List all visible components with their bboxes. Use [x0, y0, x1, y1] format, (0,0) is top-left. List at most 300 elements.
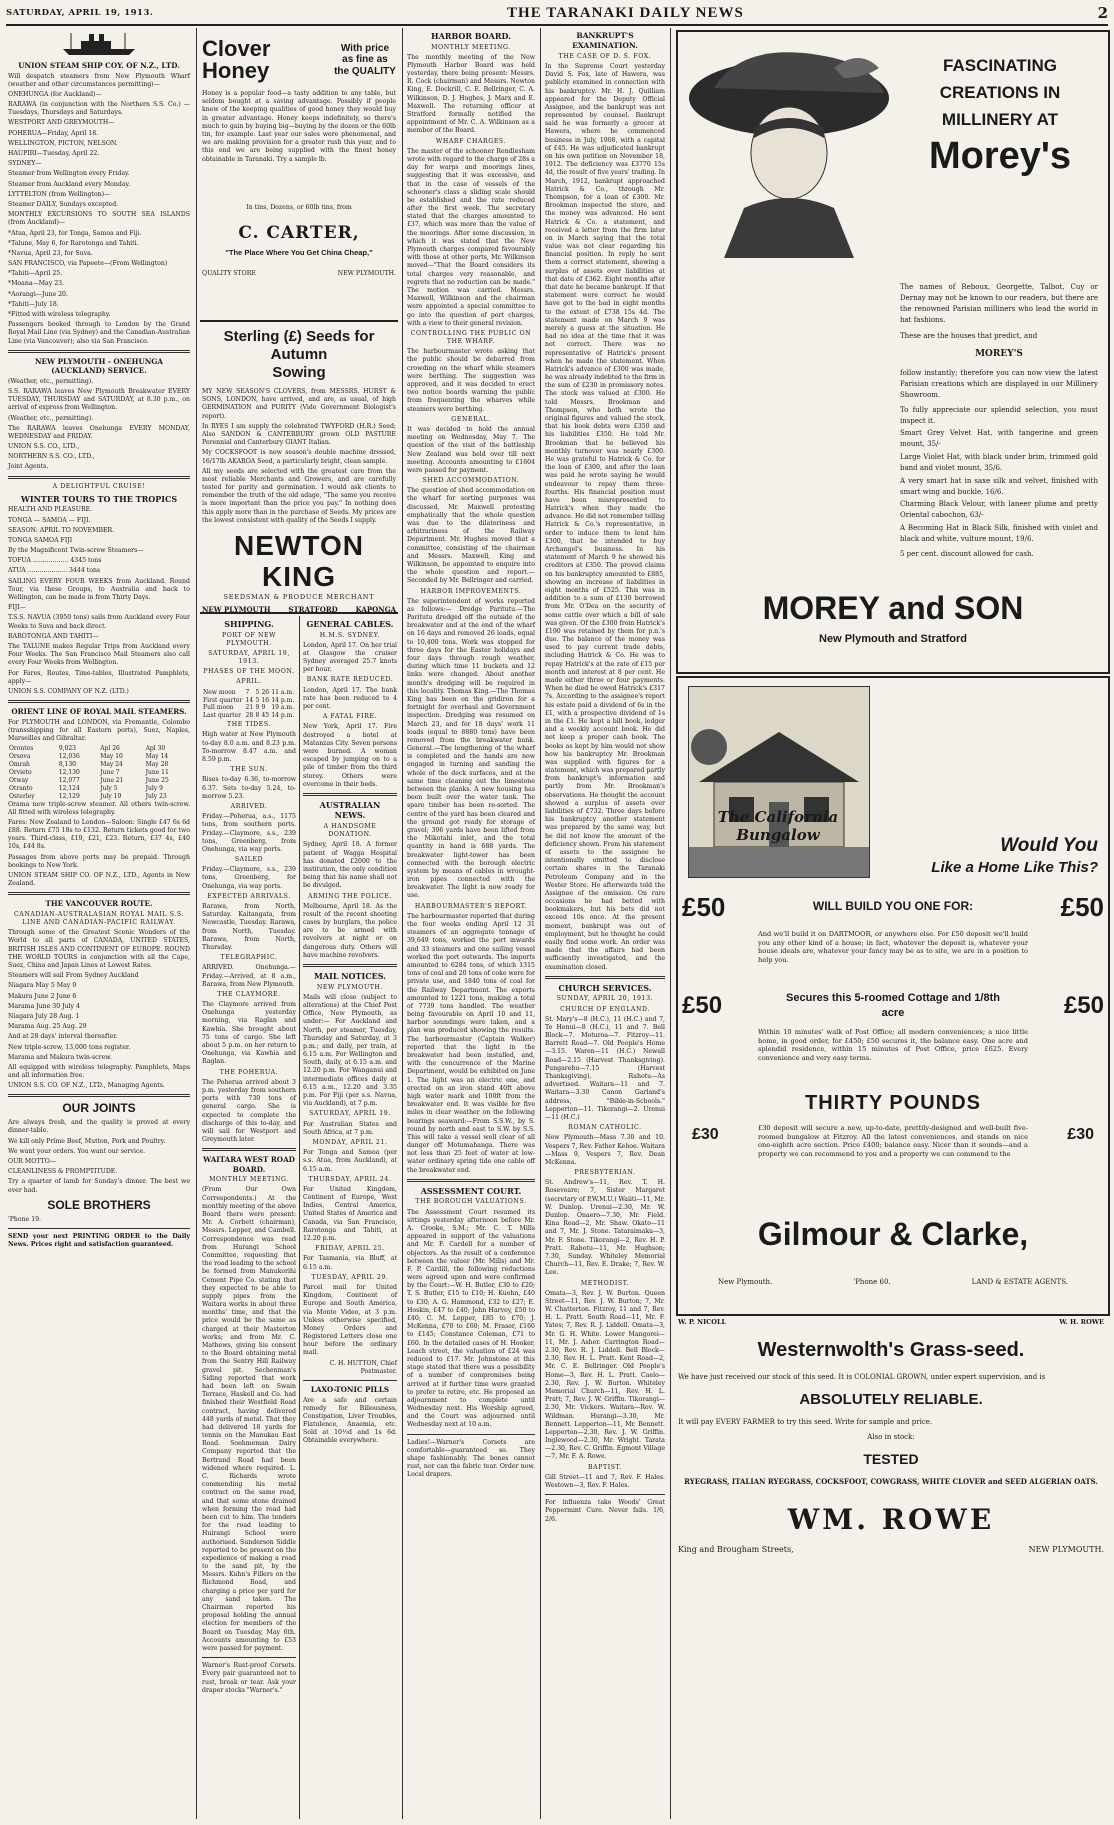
winter-line: T.S.S. NAVUA (3950 tons) sails from Auckland every Four Weeks to Suva and back direct. [8, 614, 190, 630]
vancouver-line: UNION S.S. CO. OF N.Z., LTD., Managing Agents. [8, 1082, 165, 1090]
usc-line: SYDNEY— [8, 160, 42, 168]
phase-row-cell: 9 [261, 704, 266, 712]
orient-line: Passages from above ports may be prepaid. Through bookings to New York. [8, 853, 190, 869]
moon-phases-table [202, 689, 296, 721]
build-body: And we'll build it on DARTMOOR, or anywhere else. For £50 deposit we'll build you any other kind of a house; in fact, whatever the deposit is, whatever your house ideals are, whatever your fancy may be as to site, we are in a position to help you. [758, 930, 1028, 965]
claymore-title: THE CLAYMORE. [217, 990, 281, 998]
cables-list [303, 632, 397, 789]
orient-line: UNION STEAM SHIP CO. OF N.Z., LTD., Agents in New Zealand. [8, 872, 190, 888]
orient-row [8, 785, 190, 793]
orient-row-cell: July 19 [100, 792, 122, 800]
church-section-text: St. Andrew's—11, Rev. T. H. Roseveare; 7, Sister Margaret (secretary of P.W.M.U.) Waiiti—11, Mr. W. Dunlop. Urenui—2.30, Mr. W. Dunlop. Onaero—7.30, Mr. Field. Kina Road—2, Mr. Shaw. Okato—11 and 7, Mr. J. Stone. Tataraimaka—3, Mr. F. Stone. Tikorangi—2, Rev. H. P. Pratt. Rahotu—11, Mr. Hughson; 7.30, Sunday. Whiteley Memorial Church—11, Rev. E. Drake; 7, Rev. W. Lee. [545, 1179, 665, 1277]
seedsman: SEEDSMAN & PRODUCE MERCHANT [223, 592, 375, 601]
phase-row-cell: New moon [203, 688, 236, 696]
arrived-text: Friday.—Poherua, a.s., 1175 tons, from southern ports. Friday.—Claymore, s.s., 239 tons, Greenberg, from Onehunga, via way ports. [202, 813, 296, 853]
clover-honey-ad [202, 30, 396, 316]
cable-text: London, April 17. The bank rate has been reduced to 4 per cent. [303, 686, 397, 711]
aus-news-heading: A HANDSOME DONATION. [323, 823, 377, 839]
mail-title: MAIL NOTICES. [314, 971, 386, 982]
newton-king-seeds-ad [202, 326, 396, 615]
carter-store: QUALITY STORE [202, 270, 256, 278]
phase-row-cell: 45 [261, 712, 270, 720]
westernwolth-reliable: ABSOLUTELY RELIABLE. [799, 1391, 983, 1409]
harbor-section-heading: GENERAL. [451, 415, 491, 423]
tides-text: High water at New Plymouth to-day 8.0 a.m. and 8.23 p.m. To-morrow 8.47 a.m. and 8.59 p.m. [202, 731, 296, 764]
orient-row-cell: 12,130 [58, 768, 80, 776]
harbor-section-heading: HARBOR IMPROVEMENTS. [420, 587, 522, 595]
harbor-title: HARBOR BOARD. [431, 31, 511, 41]
vancouver-line: Niagara May 5 May 9 [8, 982, 77, 990]
phases-title: PHASES OF THE MOON. [203, 668, 295, 676]
usc-line: *Talune, May 6, for Rarotonga and Tahiti. [8, 239, 139, 247]
steamship-icon [8, 30, 190, 58]
shipping-ads-column [8, 28, 190, 1819]
divider [200, 320, 398, 322]
telegraphic-title: TELEGRAPHIC. [220, 954, 278, 962]
phase-row-cell: 21 [245, 704, 254, 712]
harbor-section-text: The superintendent of works reported as follows:— Dredge Paritutu.—The Paritutu dredged off the outside of the breakwater and at the end of the wharf on 16 days and removed 26 loads, equal to 10,400 tons. Work was stopped for three days for the Easter holidays and four days through rough weather, during which time 11 buckets and 12 links were changed. About another month's dredging will be required in this locality. Thomas King.—The Thomas King has been on the gridiron for a fortnight for overhaul and Government inspection. Dredging was resumed on March 23, and for 18 days' work 11 loads (equal to 8880 tons) have been removed from the breakwater bank. General.—The lengthening of the wharf is completed and the hands are now engaged in turning and sanding the whole of the deck surfaces, and at the same time cleaning out the limestone between the planks. A new housing has been built over the water tank. The spare timber has been re-sorted. The centre of the yard has been cleared and the ground got ready for storage of gravel; 396 yards have been lifted from the Mikotahi inlet, and the total quantity in hand is 688 yards. The breakwater light-tower has been connected with the borough electric system by means of cables in wrought-iron pipes connected with the breakwater. The light is now ready for use. [407, 597, 535, 900]
divider [545, 976, 665, 979]
woods-ad: For influenza take Woods' Great Peppermint Cure. Never fails. 1/6, 2/6. [545, 1499, 665, 1523]
carter-name: C. CARTER, [238, 222, 360, 243]
phase-row-cell: First quarter [203, 696, 243, 704]
orient-row-cell: 12,077 [58, 776, 80, 784]
harbor-section-text: The monthly meeting of the New Plymouth Harbor Board was held yesterday, there being present: Messrs. R. Cock (chairman) and Messrs. Newton King, E. Dockrill, C. E. Bellringer, C. A. Wilkinson, D. J. Hughes, J. Marx and E. Maxwell. The returning officer at Stratford formally notified the appointment of Mr. C. A. Wilkinson as a member of the Board. [407, 53, 535, 135]
usc-line: *Tahiti—July 18. [8, 300, 59, 308]
fifty-right: £50 [1060, 892, 1104, 922]
orient-row [8, 777, 190, 785]
usc-line: POHERUA—Friday, April 18. [8, 129, 99, 137]
claymore-text: The Claymore arrived from Onehunga yesterday morning, via Raglan and Kawhia. She brought about 75 tons of cargo. She left about 5 p.m. on her return to Onehunga, via Kawhia and Raglan. [202, 1001, 296, 1066]
phase-row-cell: 7 [245, 688, 250, 696]
harbor-board-column [407, 28, 535, 1819]
divider [545, 1494, 665, 1495]
shipping-title: SHIPPING. [224, 619, 274, 629]
gilmour-footer [718, 1278, 1068, 1287]
winter-tours-title: WINTER TOURS TO THE TROPICS [20, 493, 178, 504]
fifty-right-2: £50 [1063, 992, 1104, 1019]
usc-line: Will despatch steamers from New Plymouth Wharf (weather and other circumstances permitting)— [8, 72, 190, 88]
divider [202, 1657, 296, 1658]
orient-intro: For PLYMOUTH and LONDON, via Fremantle, Colombo (transshipping for all Eastern ports), Suez, Naples, Marseilles and Gibraltar. [8, 718, 190, 742]
aus-news-heading: ARMING THE POLICE. [307, 892, 393, 900]
newton-king: NEWTON KING [234, 530, 364, 592]
church-section-heading: BAPTIST. [588, 1463, 622, 1471]
mail-day-heading: FRIDAY, APRIL 25. [315, 1245, 385, 1253]
secures-body: Within 10 minutes' walk of Post Office; all modern conveniences; a nice little home, in good order, for £450; £50 secures it, the balance easy. One acre and splendid residence, within 15 minutes of Post Office, price £625. Every convenience and very easy terms. [758, 1028, 1028, 1063]
mail-day-heading: MONDAY, APRIL 21. [312, 1138, 388, 1146]
bungalow-illustration [688, 686, 870, 878]
newspaper-title: THE TARANAKI DAILY NEWS [507, 5, 744, 22]
winter-line: ATUA .................... 3444 tons [8, 567, 101, 575]
harbor-section-heading: SHED ACCOMMODATION. [422, 477, 520, 485]
orient-row-cell: Otranto [9, 784, 33, 792]
moreys-hat-item: Charming Black Velour, with laneer plume and pretty Oriental cabochon, 63/- [900, 500, 1098, 520]
usc-line: LYTTELTON (from Wellington)— [8, 190, 111, 198]
bankrupt-title: BANKRUPT'S EXAMINATION. [572, 31, 638, 50]
onehunga-line: NORTHERN S.S. CO., LTD., [8, 453, 95, 461]
orient-notes [8, 801, 190, 889]
morey-and-son: MOREY and SON [762, 590, 1024, 626]
joints-line: We kill only Prime Beef, Mutton, Pork and Poultry. [8, 1137, 166, 1145]
orient-row-cell: Orsova [9, 753, 31, 761]
clover-title: Clover Honey [202, 36, 271, 83]
cable-text: London, April 17. On her trial at Glasgow the cruiser Sydney averaged 25.7 knots per hour. [303, 641, 397, 674]
winter-line: TONGA — SAMOA — FIJI. [8, 516, 91, 524]
lady-hat-illustration [684, 38, 894, 258]
clover-body: Honey is a popular food—a tasty addition to any table, but seldom bought at a saving advantage. Possibly if people knew of the keeping qualities of good honey they would buy in greater advantage. Honey keeps indefinitely, so there's much to gain by buying big—buying by the dozen or the 60lb tin, for example. Last year our sales were phenomenal, and we are making provision for a greater rush this year, and to this end we are being supplied with the finest honey obtainable in Taranaki. Try a sample lb. [202, 90, 396, 163]
seeds-p1: MY NEW SEASON'S CLOVERS, from MESSRS. HURST & SONS, LONDON, have arrived, and are, as usual, of high GERMINATION and PURITY (Vide Government Biologist's report). [202, 388, 396, 420]
westernwolth-also: Also in stock: [867, 1433, 915, 1442]
cables-title: GENERAL CABLES. [306, 619, 394, 629]
column-rule [540, 28, 541, 1819]
secures-text: Secures this 5-roomed Cottage and 1/8th acre [786, 992, 1000, 1019]
mail-day-heading: THURSDAY, APRIL 24. [308, 1175, 392, 1183]
moreys-millinery-ad [676, 30, 1110, 674]
gilmour-clarke-ad [676, 676, 1110, 1316]
thirty-left: £30 [692, 1126, 719, 1143]
cable-heading: BANK RATE REDUCED. [306, 676, 394, 684]
church-section-text: St. Mary's—8 (H.C.), 11 (H.C.) and 7, Te Henui—8 (H.C.), 11 and 7. Bell Block—7. Moturoa—7. Fitzroy—11. Barrett Road—7. Old People's Home—3.15. Waren—11 (H.C.) Newall Road—2.15 (Harvest Thanksgiving). Pungarehu—7.15 (Harvest Thanksgiving). Rahotu—As advertised. Waitara—11 and 7. Waitara—3.30 Canon Garland's address, "Bible-in-Schools." Lepperton—11. Tikorangi—2. Urenui—11 (H.C.) [545, 1015, 665, 1121]
vancouver-subtitle: CANADIAN-AUSTRALASIAN ROYAL MAIL S.S. LINE AND CANADIAN-PACIFIC RAILWAY. [13, 910, 185, 927]
would-you-headline [858, 833, 1098, 878]
orient-row-cell: Osterley [9, 792, 35, 800]
sole-phone: 'Phone 19. [8, 1215, 42, 1223]
moreys-discount: 5 per cent. discount allowed for cash. [900, 549, 1034, 558]
usc-line: Steamer from Auckland every Monday. [8, 180, 131, 188]
orient-title: ORIENT LINE OF ROYAL MAIL STEAMERS. [11, 707, 187, 717]
usc-line: *Navua, April 23, for Suva. [8, 249, 93, 257]
will-build: WILL BUILD YOU ONE FOR: [812, 899, 974, 914]
column-rule [196, 28, 197, 1819]
australian-news-title: AUSTRALIAN NEWS. [319, 799, 381, 821]
would-you: Would You [1000, 835, 1098, 856]
phase-row-cell: 5 [255, 688, 260, 696]
vancouver-line: Steamers will sail From Sydney Auckland [8, 972, 139, 980]
divider [8, 892, 190, 895]
harbor-report [407, 54, 535, 1175]
wm-rowe: WM. ROWE [787, 1503, 995, 1537]
church-section-text: Omata—3, Rev. J. W. Burton. Queen Street—11, Rev. J. W. Burton; 7, Mr. W. Chatterton. Fitzroy, 11 and 7, Rev. H. L. Pratt. South Road—11, Mr. F. Yates; 7, Rev. R. J. Liddell. Omata—3, Mr. G. H. White. Lower Mangorei—11, Mr. J. Asher. Carrington Road—2.30, Rev. R. J. Liddell. Bell Block—2.30, Rev. H. L. Pratt. Kent Road—2, Mr. C. E. Bellringer. Old People's Home—3, Rev. H. L. Pratt. Caelo—2.30, Rev. J. W. Burton. Whiteley Memorial Church—11, Rev. H. L. Pratt; 7, Rev. J. W. Griffin. Tikorangi—2.30, Mr. Vickers. Waitara—Rev. W. Wildman. Hurangi—3.30, Mr. Bennett. Lepperton—11, Mr. Bennett. Lepperton—2.30, Rev. J. W. Griffin. Inglewood—2.30, Mr. Wright. Tarata—2.30, Rev. C. Griffin. Egmont Village—7, Mr. F. A. Rowe. [545, 1289, 665, 1461]
harbor-sub: MONTHLY MEETING. [431, 43, 511, 51]
phase-row [202, 689, 296, 697]
poherua-text: The Poherua arrived about 3 p.m. yesterday from southern ports with 730 tons of general cargo. She is expected to complete the discharge of this to-day, and will sail for Westport and Greymouth later. [202, 1078, 296, 1144]
moreys-body [900, 282, 1098, 562]
orient-row-cell: 12,124 [58, 784, 80, 792]
onehunga-line: (Weather, etc., permitting). [8, 414, 94, 422]
orient-row-cell: July 5 [100, 784, 118, 792]
orient-row-cell: 12,036 [58, 753, 80, 761]
church-section-text: Gill Street—11 and 7, Rev. F. Hales. Westown—3, Rev. F. Hales. [545, 1473, 665, 1490]
sun-title: THE SUN. [230, 766, 268, 774]
phase-row-cell: 9 [255, 704, 260, 712]
laxo-body: Are a safe and certain remedy for Biliousness, Constipation, Liver Troubles, Flatulence, Anaemia, etc. Sold at 10½d and 1s 6d. Obtainable everywhere. [303, 1396, 397, 1445]
moreys-name: MOREY'S [975, 349, 1023, 360]
phase-row-cell: 5 [255, 696, 260, 704]
carter-town: NEW PLYMOUTH. [337, 270, 396, 278]
sole-brothers: SOLE BROTHERS [47, 1197, 151, 1212]
usc-line: MONTHLY EXCURSIONS TO SOUTH SEA ISLANDS (from Auckland)— [8, 211, 190, 227]
rowe-address [678, 1545, 1104, 1556]
westernwolth-tested: TESTED [863, 1451, 919, 1468]
joints-line: Try a quarter of lamb for Sunday's dinner. The best we ever had. [8, 1178, 190, 1194]
church-section-heading: METHODIST. [580, 1279, 630, 1287]
usc-line: WELLINGTON, PICTON, NELSON. [8, 139, 118, 147]
phase-row [202, 712, 296, 720]
onehunga-line: UNION S.S. CO., LTD., [8, 443, 80, 451]
nicoll: W. P. NICOLL [678, 1318, 727, 1326]
harbor-section-heading: WHARF CHARGES. [435, 137, 507, 145]
westernwolth-title: Westernwolth's Grass-seed. [757, 1338, 1025, 1361]
divider [303, 1380, 397, 1381]
vancouver-line: Niagara July 28 Aug. 1 [8, 1012, 80, 1020]
moreys-hat-item: Large Violet Hat, with black under brim, trimmed gold band and violet mount, 35/6. [900, 453, 1098, 472]
winter-line: TONGA SAMOA FIJI [8, 536, 73, 544]
winter-line: For Fares, Routes, Time-tables, Illustrated Pamphlets, apply— [8, 669, 190, 685]
usc-line: SAN FRANCISCO, via Papeete—(From Wellington) [8, 260, 168, 268]
mail-day-text: For United Kingdom, Continent of Europe, West Indies, Central America, United States of America and Canada, via San Francisco, Rarotonga and Tahiti, at 12.20 p.m. [303, 1185, 397, 1242]
church-services [545, 1006, 665, 1491]
orient-row-cell: Omrah [9, 760, 30, 768]
phase-row [202, 704, 296, 712]
orient-row-cell: June 7 [100, 768, 120, 776]
harbor-section-text: The question of shed accommodation on the wharf for sorting purposes was discussed, Mr. Maxwell protesting emphatically that the whole question was due to the dilatoriness and arbitrariness of the Railway Department. Mr. Hughes moved that a committee, consisting of the chairman and Messrs. Maxwell, King and Wilkinson, be appointed to enquire into the whole question and report.—Seconded by Mr. Bellringer and carried. [407, 487, 535, 585]
divider [8, 476, 190, 479]
harbor-section-text: The harbourmaster wrote asking that the public should be debarred from crowding on the wharf while steamers were berthing. The suggestion was approved, and it was decided to erect two notice boards warning the public from frequenting the wharves while steamers were berthing. [407, 348, 535, 413]
usc-line: Steamer DAILY, Sundays excepted. [8, 200, 119, 208]
joints-line: CLEANLINESS & PROMPTITUDE. [8, 1168, 118, 1176]
usc-line: WESTPORT AND GREYMOUTH— [8, 119, 115, 127]
rowe-streets: King and Brougham Streets, [678, 1545, 794, 1555]
vancouver-line: Through some of the Greatest Scenic Wonders of the World to all parts of CANADA, UNITED STATES, BRITISH ISLES AND CONTINENT OF EUROPE. ROUND THE WORLD TOURS in conjunction with all the Cape, Suez, China and Japan Lines at Lowest Rates. [8, 929, 190, 970]
winter-line: FIJI— [8, 604, 26, 612]
onehunga-title: NEW PLYMOUTH - ONEHUNGA (AUCKLAND) SERVICE. [34, 356, 164, 376]
phases-month: APRIL. [236, 678, 262, 686]
moreys-hat-item: Smart Grey Velvet Hat, with tangerine and green mount, 35/- [900, 429, 1098, 449]
joints-ad [8, 1119, 190, 1195]
mail-body: Mails will close (subject to alterations) at the Chief Post Office, New Plymouth, as under:— For Auckland and North, per steamer, Tuesday, Thursday and Saturday, at 3 p.m.; and daily, per train, at 6.15 a.m. For Wellington and South, daily, at 6.15 a.m. and 12.20 p.m. For Wanganui and intermediate offices daily at 6.15 a.m., 12.20 and 3.35 p.m. For Fiji (per s.s. Navua, via Auckland), at 7 p.m. [303, 993, 397, 1108]
thirty-pounds: THIRTY POUNDS [805, 1092, 981, 1114]
winter-line: RAROTONGA AND TAHITI— [8, 632, 99, 640]
moreys-fully: To fully appreciate our splendid selection, you must inspect it. [900, 405, 1098, 425]
waitara-title: WAITARA WEST ROAD BOARD. [203, 1155, 295, 1174]
seeds-p3: My COCKSFOOT is new season's double machine dressed, 16/17lb AKAROA Seed, a particularly bright, clean sample. [202, 449, 396, 465]
mail-sub: NEW PLYMOUTH. [316, 983, 384, 991]
orient-row-cell: Apl 30 [145, 745, 166, 753]
assessment-sub: THE BOROUGH VALUATIONS. [415, 1198, 527, 1206]
harbor-section-text: The harbourmaster reported that during the four weeks ending April 12 31 steamers of an aggregate tonnage of 39,649 tons, worked the port inwards and 33 steamers and one sailing vessel worked the port outwards. The imports amounted to 6284 tons, of which 1315 tons of coal and 20 tons of coke were for private use, and 1840 tons of coal for the Railway Department. The exports amounted to 1221 tons, making a total of 7739 tons handled. The weather being favourable on April 10 and 11, harbor soundings were taken, and a plan was produced showing the results. The harbourmaster (Captain Walker) reported that the light in the breakwater had been installed, and, with the concurrence of the Marine Department, would be exhibited on June 1. The light was an electric one, and erected on an iron stand 40ft above high water mark and 100ft from the breakwater end. It was visible for five miles in clear weather on the following bearings seaward:—From S.S.W., by S. round by north and east to S.W. by S.S. This will take a vessel well clear of all danger off Motumahanga. There was not less than 25 feet of water at low-water ordinary spring tide one cable off the breakwater end. [407, 912, 535, 1174]
phase-row-cell: 19 a.m. [271, 704, 294, 712]
cruise-heading: A DELIGHTFUL CRUISE! [52, 482, 146, 490]
moreys-fascinating: FASCINATING [943, 56, 1057, 75]
orient-row-cell: Otway [9, 776, 29, 784]
cable-heading: A FATAL FIRE. [322, 713, 378, 721]
town-new-plymouth: NEW PLYMOUTH [202, 605, 271, 615]
orient-row [8, 761, 190, 769]
usc-line: *Aorangi—June 20. [8, 290, 68, 298]
vancouver-line: Marama and Makura twin-screw. [8, 1053, 112, 1061]
town-kaponga: KAPONGA [355, 605, 396, 615]
usc-schedule [8, 73, 190, 346]
church-section-text: New Plymouth—Mass 7.30 and 10. Vespers 7, Rev. Father Kehoe. Waitara—Mass 9, Vespers 7, Rev. Dean McKenna. [545, 1134, 665, 1166]
column-rule [299, 616, 300, 1819]
divider [303, 964, 397, 967]
moreys-intro: The names of Reboux, Georgette, Talbot, Cuy or Dernay may not be known to our readers, but there are the renowned Parisian milliners who lead the world in hat fashions. [900, 283, 1098, 324]
winter-line: SEASON: APRIL TO NOVEMBER. [8, 526, 115, 534]
seeds-title: Sterling (£) Seeds for Autumn [223, 328, 375, 363]
joints-line: We want your orders. You want our service. [8, 1147, 146, 1155]
orient-row-cell: July 23 [145, 792, 167, 800]
phase-row-cell: Last quarter [203, 712, 241, 720]
tides-title: THE TIDES. [226, 721, 272, 729]
seeds-title-2: Sowing [272, 364, 326, 381]
orient-row [8, 793, 190, 801]
aus-news-text: Sydney, April 18. A former patient of Wagga Hospital has donated £2000 to the institution, the only condition being that his name shall not be divulged. [303, 841, 397, 890]
orient-row-cell: June 25 [145, 776, 169, 784]
seeds-p4: All my seeds are selected with the greatest care from the most reliable Merchants and Growers, and are carefully tested for purity and germination. I would ask clients to remember the truth of the old adage, "The same you receive is more important than the price you pay." In nothing does this apply more than in the purchase of Seeds. My prices are the lowest consistent with quality of the Seeds I supply. [202, 467, 396, 524]
cable-heading: H.M.S. SYDNEY. [319, 631, 381, 639]
seeds-p2: In RYES I am supply the celebrated TWYFORD (H.R.) Seed; Also SANDON & CANTERBURY grown OLD PASTURE Perennial and Canterbury GIANT Italian. [202, 422, 396, 447]
vancouver-title: THE VANCOUVER ROUTE. [45, 899, 153, 909]
printing-ad: SEND your next PRINTING ORDER to the Daily News. Prices right and satisfaction guaranteed. [8, 1232, 190, 1248]
assessment-title: ASSESSMENT COURT. [420, 1185, 522, 1196]
westernwolth-p2: It will pay EVERY FARMER to try this seed. Write for sample and price. [678, 1418, 933, 1426]
orient-row-cell: June 11 [145, 768, 169, 776]
divider [8, 700, 190, 703]
usc-line: *Atua, April 23, for Tonga, Samoa and Fiji. [8, 229, 142, 237]
divider [407, 1179, 535, 1182]
gilmour-clarke-name: Gilmour & Clarke, [757, 1216, 1029, 1252]
thirty-body: £30 deposit will secure a new, up-to-date, prettily-designed and well-built five-roomed bungalow at Fitzroy. All the latest conveniences, and stands on nice one-eighth acre section. Price £400; balance easy. Nicer than it sounds—and a property we can recommend to you and a property we can commend to the [758, 1124, 1028, 1159]
arrived-title: ARRIVED. [230, 802, 268, 810]
orient-row-cell: July 9 [145, 784, 163, 792]
cables-mail-column [303, 616, 397, 1819]
gilmour-phone: 'Phone 60. [853, 1278, 891, 1286]
rowe: W. H. ROWE [1059, 1318, 1104, 1326]
vancouver-line: New triple-screw, 13,000 tons register. [8, 1043, 131, 1051]
winter-line: UNION S.S. COMPANY OF N.Z. (LTD.) [8, 687, 129, 695]
vancouver-line: Marama Aug. 25 Aug. 29 [8, 1023, 87, 1031]
winter-line: SAILING EVERY FOUR WEEKS from Auckland. Round Tour, via these Groups, to Australia and back to Wellington, can be made in from Thirty Days. [8, 577, 190, 602]
poherua-title: THE POHERUA. [219, 1068, 279, 1076]
westernwolth-header [678, 1318, 1104, 1327]
usc-line: *Moana—May 23. [8, 280, 65, 288]
fifty-left-2: £50 [682, 992, 723, 1019]
column-rule [402, 28, 403, 1819]
winter-line: The TALUNE makes Regular Trips from Auckland every Four Weeks. The San Francisco Mail Steamers also call every Four Weeks from Wellington. [8, 642, 190, 667]
mail-day-heading: SATURDAY, APRIL 19. [309, 1110, 391, 1118]
divider [8, 1228, 190, 1229]
masthead [6, 4, 1108, 26]
joints-title: OUR JOINTS [62, 1101, 136, 1116]
port-title: PORT OF NEW PLYMOUTH. [221, 631, 277, 647]
divider [8, 1094, 190, 1097]
orient-row-cell: Orvieto [9, 768, 32, 776]
church-title: CHURCH SERVICES. [558, 982, 652, 993]
waitara-sub: MONTHLY MEETING. [209, 1176, 289, 1184]
winter-line: HEALTH AND PLEASURE. [8, 506, 93, 514]
page-number: 2 [1097, 4, 1108, 23]
issue-date: SATURDAY, APRIL 19, 1913. [6, 8, 154, 19]
moreys-hat-list [900, 428, 1098, 544]
sailed-title: SAILED [234, 856, 264, 864]
secures-banner [682, 990, 1104, 1022]
expected-title: EXPECTED ARRIVALS. [207, 892, 291, 900]
usc-line: ONEHUNGA (for Auckland)— [8, 90, 102, 98]
telegraphic-text: ARRIVED. Onehunga.—Friday.—Arrived, at 8 a.m., Rarawa, from New Plymouth. [202, 964, 296, 988]
westernwolth-ad [678, 1318, 1104, 1819]
australian-news-list [303, 823, 397, 960]
divider [407, 1434, 535, 1435]
mail-day-text: For Tonga and Samoa (per s.s. Atua, from Auckland), at 6.15 a.m. [303, 1149, 397, 1173]
orient-row-cell: May 10 [100, 753, 123, 761]
sailed-text: Friday.—Claymore, s.s., 239 tons, Greenberg, for Onehunga, via way ports. [202, 866, 296, 890]
phase-row-cell: 11 a.m. [271, 688, 294, 696]
vancouver-line: Marama June 30 July 4 [8, 1002, 80, 1010]
phase-row-cell: Full moon [203, 704, 234, 712]
column-rule [670, 28, 671, 1819]
rowe-town: NEW PLYMOUTH. [1028, 1545, 1104, 1555]
phase-row-cell: 26 [261, 688, 270, 696]
harbor-section-text: The master of the schooner Rendlesham wrote with regard to the charge of 28s a day for warps and moorings lines, suggesting that it was excessive, and that in the case of vessels of the schooner's class a sliding scale should be established and the rate reduced after the first week. The secretary stated that the charges amounted to £37, which was more than the value of the moorings. After some discussion, in which it was stated that the New Plymouth charges compared favourably with those at other ports, Mr. Wilkinson moved—"That the Board considers its total charges very reasonable, and regrets that no reduction can be made." The motion was carried. Messrs. Maxwell, Wilkinson and the chairman were appointed a special committee to go into the question of port charges, with a view to their general revision. [407, 147, 535, 327]
orient-row [8, 753, 190, 761]
usc-title: UNION STEAM SHIP COY. OF N.Z., LTD. [18, 61, 180, 70]
bankrupt-sub: THE CASE OF D. S. FOX. [558, 52, 652, 60]
moreys-hat-item: A very smart hat in saxe silk and velvet, finished with smart wing and buckle, 16/6. [900, 476, 1098, 496]
orient-row-cell: May 14 [145, 753, 169, 761]
morey-towns: New Plymouth and Stratford [819, 633, 967, 645]
church-section-heading: ROMAN CATHOLIC. [568, 1124, 642, 1132]
phase-row-cell: 28 [245, 712, 254, 720]
carter-slogan: "The Place Where You Get China Cheap," [225, 248, 373, 258]
shipping-date: SATURDAY, APRIL 19, 1913. [208, 649, 290, 666]
fifty-banner [682, 890, 1104, 924]
mail-day-text: Parcel mail for United Kingdom, Continent of Europe and South America, via Monte Video, at 3 p.m. Unless otherwise specified, Money Orders and Registered Letters close one hour before the ordinary mail. [303, 1283, 397, 1357]
moreys-brand: Morey's [928, 134, 1072, 177]
orient-sailings-table [8, 745, 190, 800]
mail-day-text: For Tasmania, via Bluff, at 6.15 a.m. [303, 1255, 397, 1271]
sun-text: Rises to-day 6.36, to-morrow 6.37. Sets to-day 5.24, to-morrow 5.23. [202, 776, 296, 800]
expected-text: Rarawa, from North, Saturday. Kaitangata, from Newcastle, Tuesday. Rarawa, from North, Tuesday. Rarawa, from North, Thursday. [202, 903, 296, 951]
orient-row-cell: 8,130 [58, 760, 76, 768]
winter-tours [8, 506, 190, 696]
divider [8, 350, 190, 353]
mail-sign: C. H. HUTTON, Chief Postmaster. [329, 1359, 397, 1375]
orient-row-cell: May 28 [145, 760, 169, 768]
westernwolth-p1: We have just received our stock of this seed. It is COLONIAL GROWN, under expert supervision, and is [678, 1372, 1046, 1381]
gilmour-town: New Plymouth. [718, 1278, 773, 1286]
moreys-follow: follow instantly; therefore you can now view the latest Parisian creations which are displayed in our Millinery Showroom. [900, 369, 1098, 399]
harbor-section-text: It was decided to hold the annual meeting on Wednesday, May 7. The question of the visit of the battleship New Zealand was held over till next meeting. Accounts amounting to £1604 were passed for payment. [407, 425, 535, 474]
orient-line: Fares: New Zealand to London—Saloon: Single £47 6s 6d £88. Return £75 18s to £132. Return tickets good for two years. Third-class, £19, £21, £23. Return, £37 4s, £40 10s, £44 8s. [8, 818, 190, 851]
laxo-title: LAXO-TONIC PILLS [310, 1385, 390, 1394]
church-date: SUNDAY, APRIL 20, 1913. [556, 995, 654, 1003]
aus-news-text: Melbourne, April 18. As the result of the recent shooting cases by burglars, the police are to be armed with revolvers at night or on dangerous duty. Others will have machine revolvers. [303, 902, 397, 959]
mail-day-heading: TUESDAY, APRIL 29. [311, 1273, 389, 1281]
bankrupt-column [545, 28, 665, 1819]
onehunga-line: The RARAWA leaves Onehunga EVERY MONDAY, WEDNESDAY and FRIDAY. [8, 424, 190, 440]
town-stratford: STRATFORD [288, 605, 338, 615]
winter-line: TOFUA .................. 4345 tons [8, 557, 102, 565]
vancouver-line: Makura June 2 June 6 [8, 992, 77, 1000]
mail-days [303, 1110, 397, 1357]
fifty-left: £50 [682, 892, 726, 922]
bungalow-line1: The California [717, 808, 839, 826]
bungalow-line2: Bungalow [736, 826, 820, 844]
usc-line: *Tahiti—April 25. [8, 270, 63, 278]
joints-line: OUR MOTTO— [8, 1158, 56, 1166]
orient-row-cell: Orontes [9, 745, 34, 753]
